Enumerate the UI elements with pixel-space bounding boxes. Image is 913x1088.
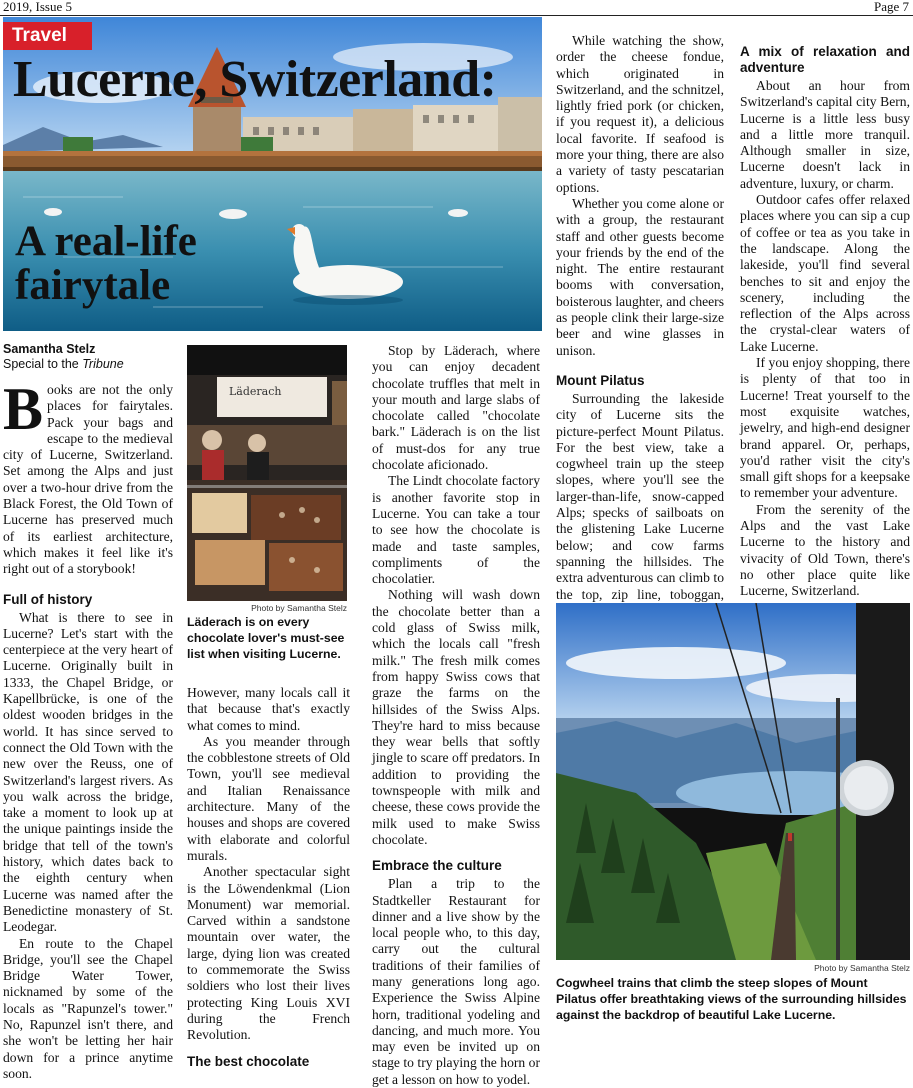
photo2-caption: Cogwheel trains that climb the steep slopes of Mount Pilatus offer breathtaking views of the surrounding hillsides against the backdrop of beautiful Lake Lucerne.	[556, 976, 907, 1022]
paragraph: What is there to see in Lucerne? Let's start with the centerpiece at the very heart of Lucerne. Originally built in 1333, the Chapel Bridge, or Kapellbrücke, is one of the oldest wooden bridges in the world. It has since served to connect the Old Town with the new over the Reuss, one of Switzerland's largest rivers. As you walk across the bridge, take a moment to look up at the unique paintings inside the bridge that tell of the town's history, which dates back to the eighth century when Lucerne was named after the Benedictine monastery of St. Leodegar.	[3, 609, 173, 935]
pilatus-train-photo	[556, 603, 910, 960]
paragraph: En route to the Chapel Bridge, you'll see the Chapel Bridge Water Tower, nicknamed by some of the locals as "Rapunzel's tower." No, Rapunzel isn't there, and she won't be letting her hair down for a prince anytime soon.	[3, 935, 173, 1081]
header-rule	[0, 15, 913, 16]
heading-full-of-history: Full of history	[3, 591, 93, 607]
paragraph: About an hour from Switzerland's capital city Bern, Lucerne is a little less busy and a little more tranquil. Although smaller in size, Lucerne doesn't lack in adventure, luxury, or charm.	[740, 78, 910, 191]
photo1-credit: Photo by Samantha Stelz	[251, 603, 347, 613]
heading-relaxation-adventure: A mix of relaxation and adventure	[740, 44, 910, 75]
paragraph: Surrounding the lakeside city of Lucerne sits the picture-perfect Mount Pilatus. For the best view, take a cogwheel train up the steep slopes, where you'll see the larger-than-life, snow-capped Alps; specks of sailboats on the glistening Lake Lucerne below; and cow farms spanning the hillsides. The extra adventurous can climb to the top, zip line, toboggan,	[556, 390, 724, 602]
paragraph: While watching the show, order the cheese fondue, which originated in Switzerland, and the schnitzel, lightly fried pork (or chicken, if you request it), a delicious local favorite. If seafood is more your thing, there are also a variety of tasty pescatarian options.	[556, 33, 724, 195]
paragraph: Another spectacular sight is the Löwendenkmal (Lion Monument) war memorial. Carved within a sandstone mountain over water, the large, dying lion was created to commemorate the Swiss soldiers who lost their lives protecting King Louis XVI during the French Revolution.	[187, 864, 350, 1043]
headline: Lucerne, Switzerland:	[13, 51, 497, 108]
section-tag: Travel	[3, 22, 92, 50]
author-role	[3, 357, 173, 372]
laderach-sign: Läderach	[229, 385, 282, 398]
subheadline: A real-life fairytale	[15, 218, 197, 309]
paragraph: If you enjoy shopping, there is plenty of that too in Lucerne! Treat yourself to the most exquisite watches, jewelry, and high-end designer brand apparel. Or, perhaps, you'd rather visit the city's small gift shops for a keepsake to remember your adventure.	[740, 355, 910, 501]
column-4	[556, 33, 724, 635]
page-number: Page 7	[873, 0, 909, 14]
author-role-prefix: Special to the	[3, 357, 83, 371]
issue-label: 2019, Issue 5	[3, 0, 72, 14]
laderach-shop-photo	[187, 345, 347, 601]
paragraph: The Lindt chocolate factory is another favorite stop in Lucerne. You can take a tour to see how the chocolate is made and taste samples, compliments of the chocolatier.	[372, 473, 540, 587]
column-3	[372, 343, 540, 1088]
paragraph: However, many locals call it that because that's exactly what comes to mind.	[187, 685, 350, 733]
paragraph: Whether you come alone or with a group, the restaurant staff and other guests become your friends by the end of the night. The entire restaurant booms with conversation, boisterous laughter, and cheers as people clink their large-size beer and wine glasses in unison.	[556, 195, 724, 358]
paragraph: Nothing will wash down the chocolate better than a cold glass of Swiss milk, which the locals call "fresh milk." The fresh milk comes from happy Swiss cows that graze the farms on the hillsides of the Swiss Alps. They're hard to miss because they wear bells that softly jingle to scare off predators. In addition to providing the townspeople with milk and cheese, these cows provide the milk used to make Swiss chocolate.	[372, 587, 540, 847]
drop-cap: B	[3, 376, 44, 442]
paragraph: Stop by Läderach, where you can enjoy decadent chocolate truffles that melt in your mouth and large slabs of chocolate called "chocolate bark." Läderach is on the list of must-dos for any true chocolate aficionado.	[372, 343, 540, 473]
intro-text: ooks are not the only places for fairytales. Pack your bags and escape to the medieval city of Lucerne, Switzerland. Set among the Alps and just over a two-hour drive from the Black Forest, the Old Town of Lucerne has preserved much of its earliest architecture, which makes it feel like it's right out of a storybook!	[3, 382, 173, 577]
publication-name: Tribune	[82, 357, 124, 371]
paragraph: Outdoor cafes offer relaxed places where you can sip a cup of coffee or tea as you take in the landscape. Along the lakeside, you'll find several benches to sit and enjoy the scenery, including the reflection of the Alps across the crystal-clear waters of Lake Lucerne.	[740, 192, 910, 354]
photo2-credit: Photo by Samantha Stelz	[814, 963, 910, 973]
paragraph: Plan a trip to the Stadtkeller Restaurant for dinner and a live show by the local people who, to this day, carry out the cultural traditions of their families of many generations long ago. Experience the Swiss Alpine horn, traditional yodeling and dancing, and much more. You may even be invited up on stage to try playing the horn or get a lesson on how to yodel.	[372, 876, 540, 1087]
paragraph: As you meander through the cobblestone streets of Old Town, you'll see medieval and Italian Renaissance architecture. Many of the houses and shops are covered with elaborate and colorful murals.	[187, 733, 350, 863]
photo1-caption: Läderach is on every chocolate lover's must-see list when visiting Lucerne.	[187, 615, 345, 661]
intro-paragraph	[3, 376, 173, 578]
author-name: Samantha Stelz	[3, 342, 96, 356]
heading-embrace-culture: Embrace the culture	[372, 858, 502, 874]
paragraph: From the serenity of the Alps and the vast Lake Lucerne to the history and vivacity of Old Town, there's no other place quite like Lucerne, Switzerland.	[740, 501, 910, 599]
column-5	[740, 44, 910, 600]
column-2	[187, 685, 350, 1072]
heading-best-chocolate: The best chocolate	[187, 1053, 310, 1069]
heading-mount-pilatus: Mount Pilatus	[556, 372, 645, 388]
column-1	[3, 342, 173, 1082]
